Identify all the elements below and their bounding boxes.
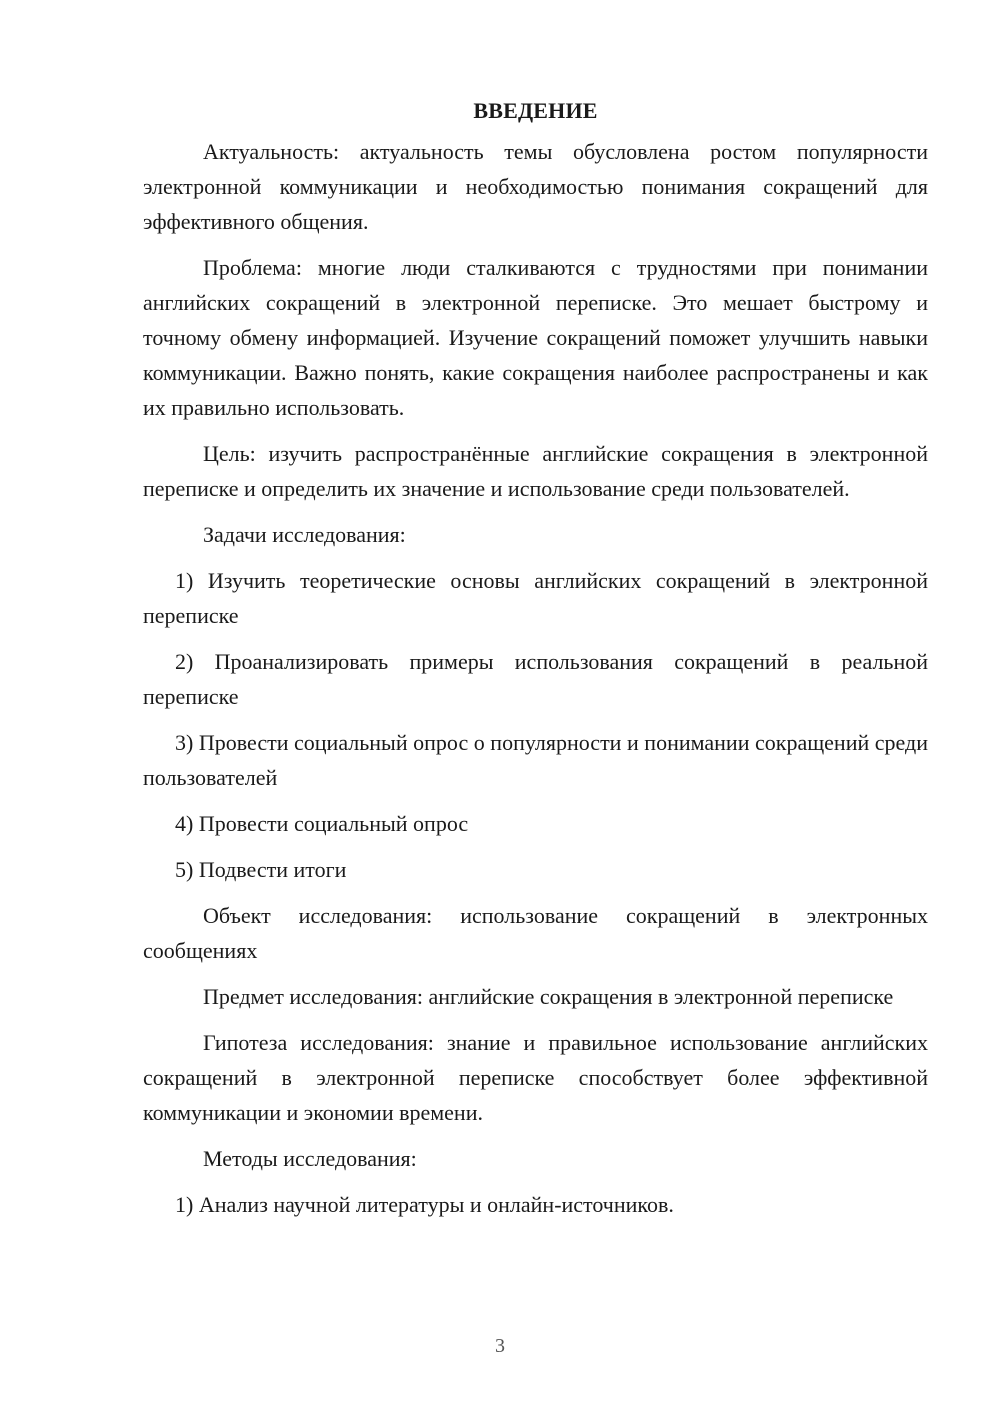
page-number: 3: [495, 1335, 505, 1357]
list-item-task-2: 2) Проанализировать примеры использования сокращений в реальной переписке: [143, 649, 928, 709]
document-page: [143, 93, 928, 1233]
paragraph-problem: Проблема: многие люди сталкиваются с трудностями при понимании английских сокращений в электронной переписке. Это мешает быстрому и точному обмену информацией. Изучение сокращений поможет улучшить навыки коммуникации. Важно понять, какие сокращения наиболее распространены и как их правильно использовать.: [143, 255, 928, 420]
paragraph-hypothesis: Гипотеза исследования: знание и правильное использование английских сокращений в электронной переписке способствует более эффективной коммуникации и экономии времени.: [143, 1030, 928, 1125]
paragraph-object: Объект исследования: использование сокращений в электронных сообщениях: [143, 903, 928, 963]
list-item-task-5: 5) Подвести итоги: [175, 857, 347, 882]
paragraph-tasks-heading: Задачи исследования:: [203, 522, 406, 547]
paragraph-subject: Предмет исследования: английские сокращения в электронной переписке: [203, 984, 894, 1009]
paragraph-relevance: Актуальность: актуальность темы обусловлена ростом популярности электронной коммуникации и необходимостью понимания сокращений для эффективного общения.: [143, 139, 928, 234]
paragraph-methods-heading: Методы исследования:: [203, 1146, 417, 1171]
list-item-task-4: 4) Провести социальный опрос: [175, 811, 469, 836]
paragraph-goal: Цель: изучить распространённые английские сокращения в электронной переписке и определить их значение и использование среди пользователей.: [143, 441, 928, 501]
list-item-task-3: 3) Провести социальный опрос о популярности и понимании сокращений среди пользователей: [143, 730, 928, 790]
section-title: ВВЕДЕНИЕ: [473, 98, 598, 123]
list-item-task-1: 1) Изучить теоретические основы английских сокращений в электронной переписке: [143, 568, 928, 628]
list-item-method-1: 1) Анализ научной литературы и онлайн-источников.: [175, 1192, 674, 1217]
